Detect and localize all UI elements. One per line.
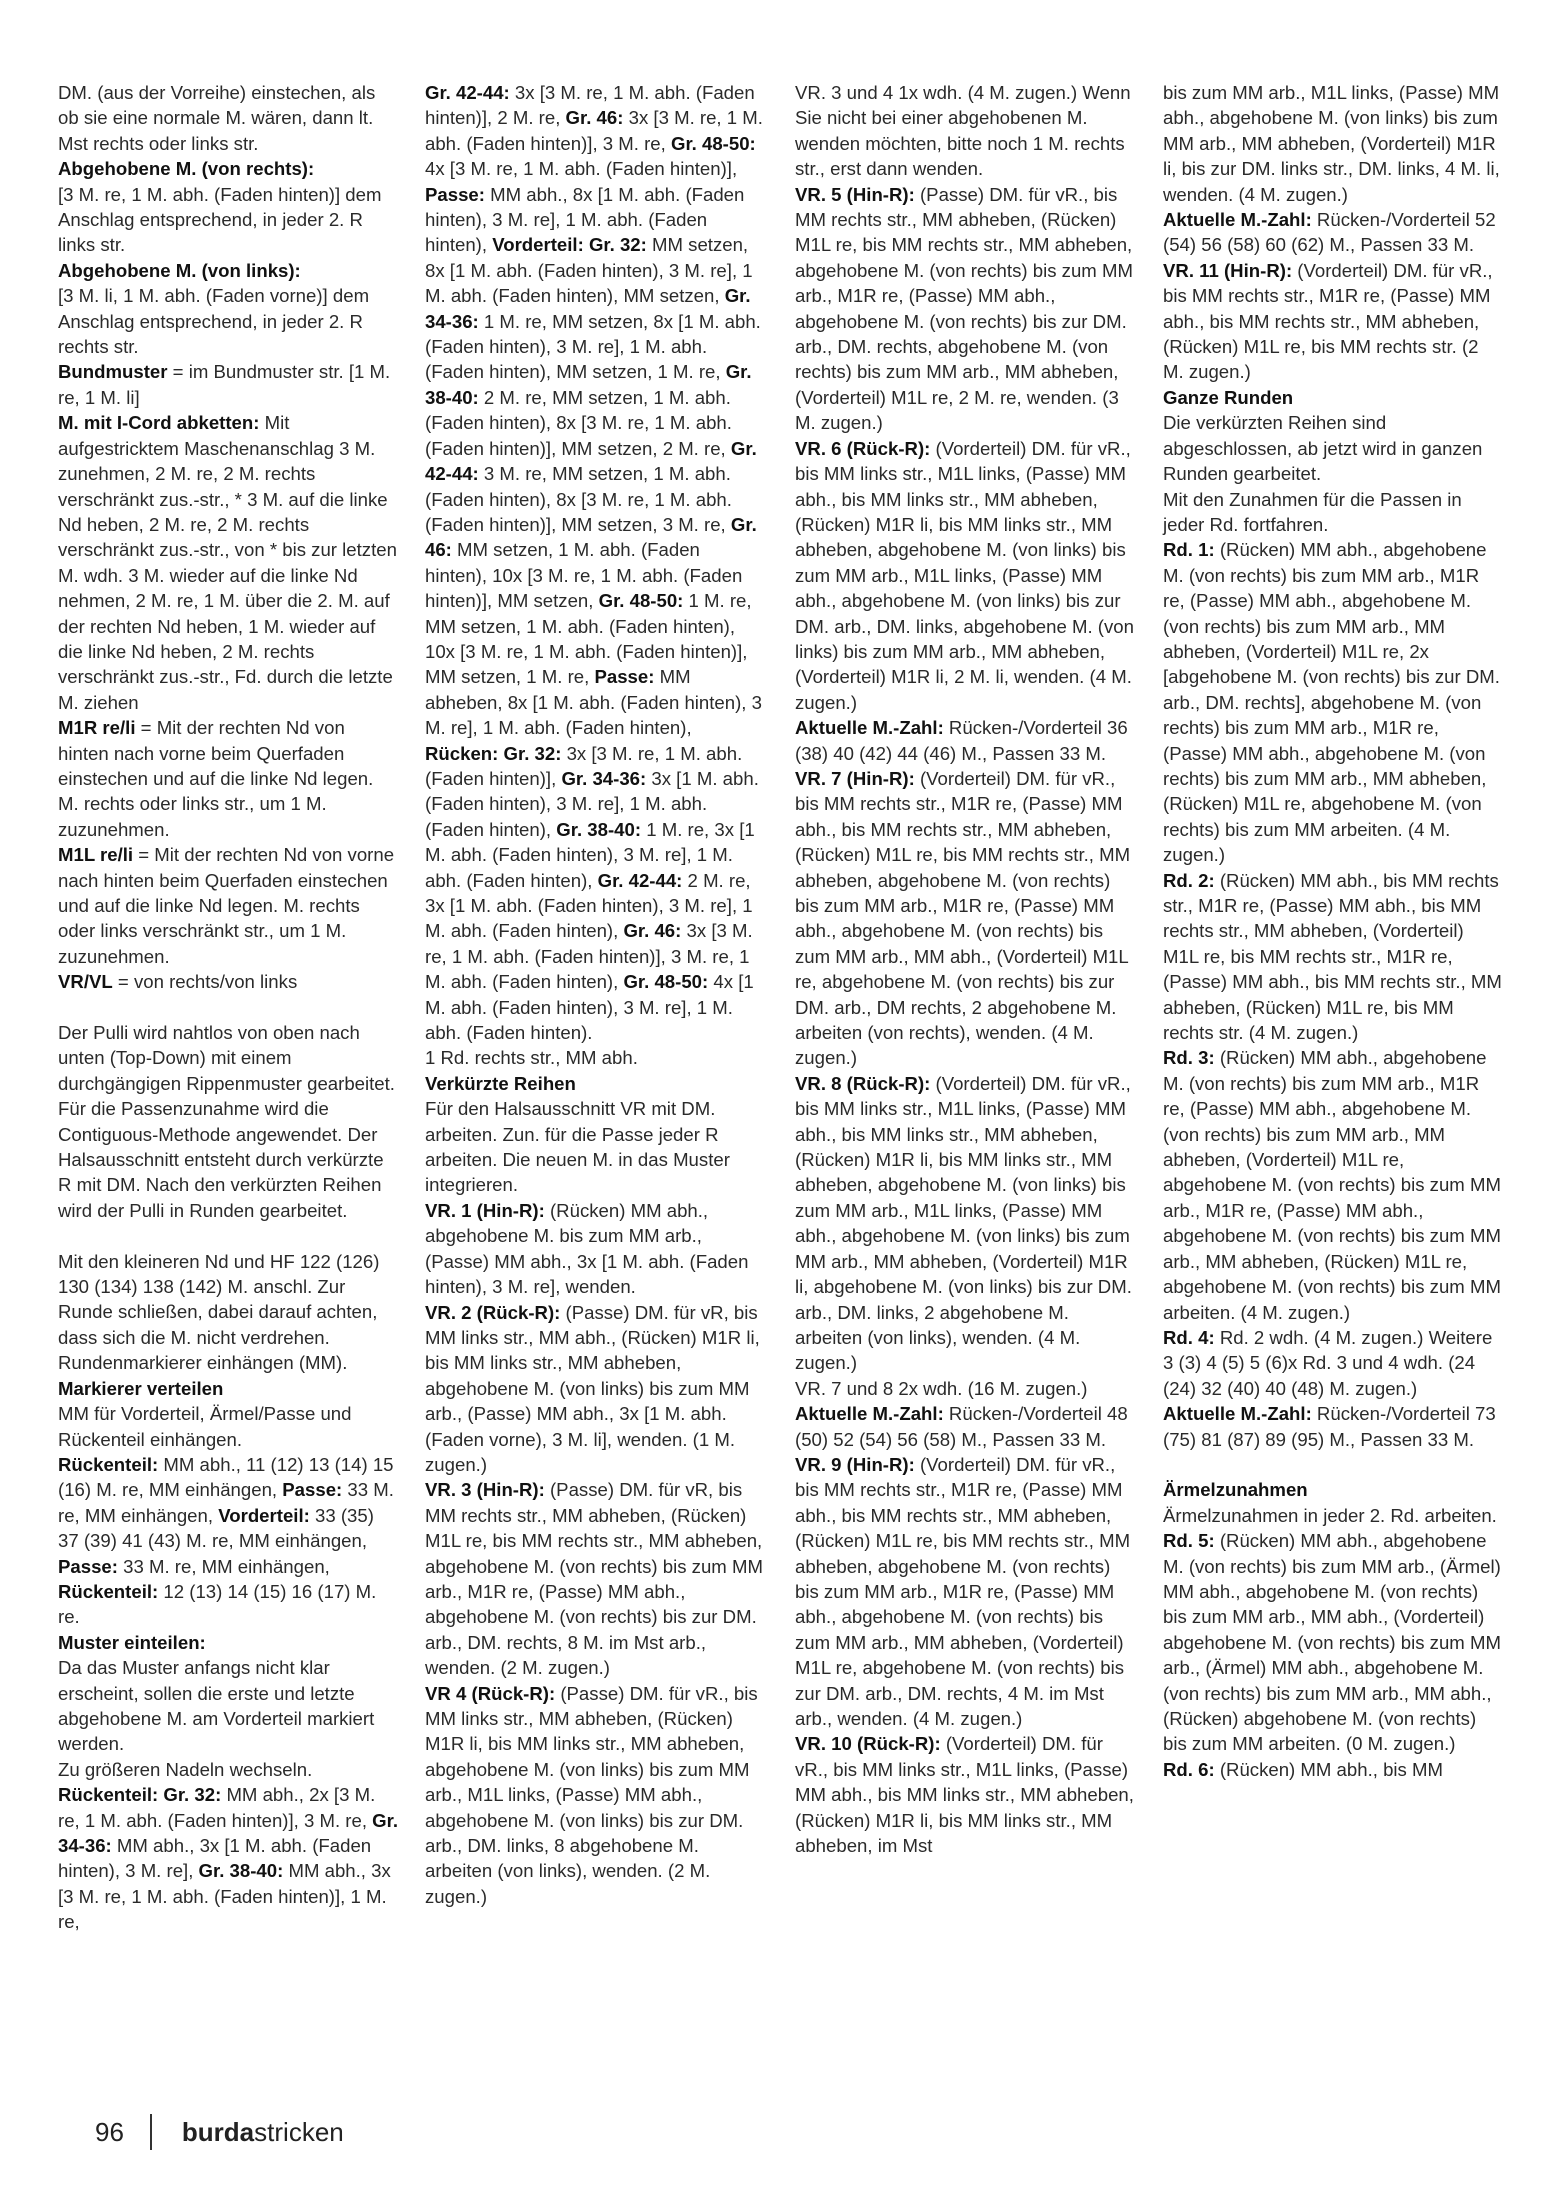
bold-label: Rückenteil: [58,1580,159,1602]
bold-label: Gr. 42-44: [425,437,757,485]
footer-divider [150,2114,152,2150]
text-column-2 [425,80,765,1909]
text-run: VR. 7 und 8 2x wdh. (16 M. zugen.) [795,1377,1088,1399]
paragraph [58,1020,398,1223]
paragraph [58,1249,398,1376]
text-run: 3x [1 M. abh. (Faden hinten), 3 M. re], 1 M. abh. (Faden hinten), [425,767,759,840]
text-run: Die verkürzten Reihen sind abgeschlossen, ab jetzt wird in ganzen Runden gearbeitet. [1163,412,1483,485]
bold-label: Gr. 46: [623,920,682,942]
bold-label: VR. 5 (Hin-R): [795,183,915,205]
paragraph [1163,207,1503,258]
bold-label: Gr. 46: [565,107,624,129]
paragraph [795,436,1135,715]
paragraph [795,766,1135,1071]
text-run: (Vorderteil) DM. für vR., bis MM rechts str., M1R re, (Passe) MM abh., bis MM rechts str., MM abheben, (Rücken) M1L re, bis MM rechts str. (2 M. zugen.) [1163,259,1493,383]
paragraph [1163,487,1503,538]
bold-label: Rückenteil: Gr. 32: [58,1784,222,1806]
bold-label: Rd. 2: [1163,869,1215,891]
text-run: (Rücken) MM abh., abgehobene M. (von rechts) bis zum MM arb., (Ärmel) MM abh., abgehobene M. (von rechts) bis zum MM arb., MM abh., (Vorderteil) abgehobene M. (von rechts) bis zum MM arb., (Ärmel) MM abh., abgehobene M. (von rechts) bis zum MM arb., MM abh., (Rücken) abgehobene M. (von rechts) bis zum MM arbeiten. (0 M. zugen.) [1163,1530,1501,1755]
text-run: bis zum MM arb., M1L links, (Passe) MM abh., abgehobene M. (von links) bis zum MM arb., MM abheben, (Vorderteil) M1R li, bis zur DM. links str., DM. links, 4 M. li, wenden. (4 M. zugen.) [1163,82,1500,205]
page-number: 96 [95,2116,124,2147]
paragraph [1163,868,1503,1046]
text-column-1 [58,80,398,1935]
bold-label: VR/VL [58,971,113,993]
text-run: (Vorderteil) DM. für vR., bis MM rechts str., M1R re, (Passe) MM abh., bis MM rechts str., MM abheben, (Rücken) M1L re, bis MM rechts str., MM abheben, abgehobene M. (von rechts) bis zum MM arb., M1R re, (Passe) MM abh., abgehobene M. (von rechts) bis zum MM arb., MM abheben, (Vorderteil) M1L re, abgehobene M. (von rechts) bis zur DM. arb., DM. rechts, 4 M. im Mst arb., wenden. (4 M. zugen.) [795,1453,1131,1729]
bold-label: Passe: [282,1479,343,1501]
text-run: 2 M. re, 3x [1 M. abh. (Faden hinten), 3 M. re], 1 M. abh. (Faden hinten), [425,869,753,942]
text-run: 1 Rd. rechts str., MM abh. [425,1047,638,1069]
bold-label: VR. 8 (Rück-R): [795,1072,931,1094]
paragraph [58,1655,398,1757]
bold-label: Muster einteilen: [58,1631,206,1653]
paragraph [58,1630,398,1655]
paragraph [795,1071,1135,1376]
paragraph [58,283,398,359]
bold-label: Rd. 3: [1163,1047,1215,1069]
text-run: 2 M. re, MM setzen, 1 M. abh. (Faden hinten), 8x [3 M. re, 1 M. abh. (Faden hinten)], MM setzen, 2 M. re, [425,386,732,459]
text-run: Mit den Zunahmen für die Passen in jeder Rd. fortfahren. [1163,488,1462,535]
paragraph [58,80,398,156]
bold-label: Gr. 38-40: [556,818,642,840]
bold-label: VR. 11 (Hin-R): [1163,259,1293,281]
paragraph [1163,410,1503,486]
text-run: Zu größeren Nadeln wechseln. [58,1758,313,1780]
bold-label: VR. 2 (Rück-R): [425,1301,561,1323]
bold-label: Gr. 46: [425,513,757,561]
bold-label: Gr. 48-50: [623,971,709,993]
text-run: DM. (aus der Vorreihe) einstechen, als ob sie eine normale M. wären, dann lt. Mst rechts oder links str. [58,82,376,154]
text-run: MM abh., 11 (12) 13 (14) 15 (16) M. re, MM einhängen, [58,1453,394,1501]
text-run: (Passe) DM. für vR, bis MM links str., MM abh., (Rücken) M1R li, bis MM links str., MM abheben, abgehobene M. (von links) bis zum MM arb., (Passe) MM abh., 3x [1 M. abh. (Faden vorne), 3 M. li], wenden. (1 M. zugen.) [425,1301,760,1475]
text-column-4 [1163,80,1503,1782]
bold-label: VR. 7 (Hin-R): [795,767,915,789]
bold-label: Passe: [58,1555,118,1577]
text-run: 1 M. re, 3x [1 M. abh. (Faden hinten), 3 M. re], 1 M. abh. (Faden hinten), [425,818,755,891]
paragraph [795,1376,1135,1401]
text-run: Rd. 2 wdh. (4 M. zugen.) Weitere 3 (3) 4 (5) 5 (6)x Rd. 3 und 4 wdh. (24 (24) 32 (40) 40 (48) M. zugen.) [1163,1326,1493,1399]
paragraph [58,1401,398,1452]
bold-label: Rd. 6: [1163,1758,1215,1780]
bold-label: Rd. 1: [1163,539,1215,561]
text-run: = Mit der rechten Nd von vorne nach hinten beim Querfaden einstechen und auf die linke Nd legen. M. rechts oder links verschränkt str., um 1 M. zuzunehmen. [58,844,395,967]
paragraph [425,1300,765,1478]
text-run: 33 (35) 37 (39) 41 (43) M. re, MM einhängen, [58,1504,374,1552]
paragraph [1163,80,1503,207]
bold-label: Vorderteil: Gr. 32: [492,234,647,256]
paragraph [58,156,398,181]
paragraph [425,1071,765,1096]
paragraph [1163,537,1503,867]
paragraph [1163,1325,1503,1401]
text-run: MM für Vorderteil, Ärmel/Passe und Rückenteil einhängen. [58,1403,352,1450]
text-run: (Rücken) MM abh., abgehobene M. (von rechts) bis zum MM arb., M1R re, (Passe) MM abh., abgehobene M. (von rechts) bis zum MM arb., MM abheben, (Vorderteil) M1L re, 2x [abgehobene M. (von rechts) bis zur DM. arb., DM. rechts], abgehobene M. (von rechts) bis zum MM arb., M1R re, (Passe) MM abh., abgehobene M. (von rechts) bis zum MM arb., MM abheben, (Rücken) M1L re, abgehobene M. (von rechts) bis zum MM arbeiten. (4 M. zugen.) [1163,539,1500,866]
text-run: Rücken-/Vorderteil 36 (38) 40 (42) 44 (46) M., Passen 33 M. [795,717,1128,764]
paragraph [1163,1401,1503,1452]
paragraph [58,969,398,994]
bold-label: Verkürzte Reihen [425,1072,576,1094]
paragraph [425,1045,765,1070]
text-run: (Passe) DM. für vR., bis MM links str., MM abheben, (Rücken) M1R li, bis MM links str., MM abheben, abgehobene M. (von links) bis zum MM arb., M1L links, (Passe) MM abh., abgehobene M. (von links) bis zur DM. arb., DM. links, 8 abgehobene M. arbeiten (von links), wenden. (2 M. zugen.) [425,1682,758,1907]
bold-label: Passe: [594,666,655,688]
brand-name-bold: burda [181,2116,255,2147]
bold-label: Rd. 4: [1163,1326,1215,1348]
text-run: Für den Halsausschnitt VR mit DM. arbeiten. Zun. für die Passe jeder R arbeiten. Die neuen M. in das Muster integrieren. [425,1098,730,1196]
bold-label: Bundmuster [58,361,168,383]
paragraph [1163,1528,1503,1757]
bold-label: Ärmelzunahmen [1163,1479,1308,1501]
text-run: 4x [3 M. re, 1 M. abh. (Faden hinten)], [425,158,738,180]
paragraph [425,1198,765,1300]
text-run: (Vorderteil) DM. für vR., bis MM rechts str., M1R re, (Passe) MM abh., bis MM rechts str., MM abheben, (Rücken) M1L re, bis MM rechts str., MM abheben, abgehobene M. (von rechts) bis zum MM arb., M1R re, (Passe) MM abh., abgehobene M. (von rechts) bis zum MM arb., MM abh., (Vorderteil) M1L re, abgehobene M. (von rechts) bis zur DM. arb., DM rechts, 2 abgehobene M. arbeiten (von rechts), wenden. (4 M. zugen.) [795,767,1131,1069]
text-run: 3x [3 M. re, 1 M. abh. (Faden hinten)], 2 M. re, [425,82,755,129]
text-run: (Vorderteil) DM. für vR., bis MM links str., M1L links, (Passe) MM abh., bis MM links str., MM abheben, (Rücken) M1R li, bis MM links str., MM abheben, abgehobene M. (von links) bis zum MM arb., M1L links, (Passe) MM abh., abgehobene M. (von links) bis zum MM arb., MM abheben, (Vorderteil) M1R li, abgehobene M. (von links) bis zur DM. arb., DM. links, 2 abgehobene M. arbeiten (von links), wenden. (4 M. zugen.) [795,1072,1132,1374]
bold-label: VR. 3 (Hin-R): [425,1479,545,1501]
bold-label: Passe: [425,183,485,205]
text-run: 1 M. re, MM setzen, 8x [1 M. abh. (Faden hinten), 3 M. re], 1 M. abh. (Faden hinten), MM setzen, 1 M. re, [425,310,761,383]
text-run: VR. 3 und 4 1x wdh. (4 M. zugen.) Wenn Sie nicht bei einer abgehobenen M. wenden möchten, bitte noch 1 M. rechts str., erst dann wenden. [795,82,1131,180]
bold-label: Aktuelle M.-Zahl: [1163,209,1312,231]
text-run: MM setzen, 8x [1 M. abh. (Faden hinten), 3 M. re], 1 M. abh. (Faden hinten), MM setzen, [425,234,753,307]
page-footer [95,2112,344,2152]
paragraph [58,1757,398,1782]
bold-label: VR. 10 (Rück-R): [795,1733,941,1755]
bold-label: Rd. 5: [1163,1530,1215,1552]
text-run: Mit aufgestricktem Maschenanschlag 3 M. zunehmen, 2 M. re, 2 M. rechts verschränkt zus.-str., * 3 M. auf die linke Nd heben, 2 M. re, 2 M. rechts verschränkt zus.-str., von * bis zur letzten M. wdh. 3 M. wieder auf die linke Nd nehmen, 2 M. re, 1 M. über die 2. M. auf der rechten Nd heben, 1 M. wieder auf die linke Nd heben, 2 M. rechts verschränkt zus.-str., Fd. durch die letzte M. ziehen [58,412,397,713]
text-run: Rücken-/Vorderteil 52 (54) 56 (58) 60 (62) M., Passen 33 M. [1163,209,1496,256]
text-run: (Rücken) MM abh., abgehobene M. (von rechts) bis zum MM arb., M1R re, (Passe) MM abh., abgehobene M. (von rechts) bis zum MM arb., MM abheben, (Vorderteil) M1L re, abgehobene M. (von rechts) bis zum MM arb., M1R re, (Passe) MM abh., abgehobene M. (von rechts) bis zum MM arb., MM abheben, (Rücken) M1L re, abgehobene M. (von rechts) bis zum MM arbeiten. (4 M. zugen.) [1163,1047,1501,1323]
text-run: MM abh., 2x [3 M. re, 1 M. abh. (Faden hinten)], 3 M. re, [58,1784,376,1831]
text-run: MM setzen, 1 M. abh. (Faden hinten), 10x [3 M. re, 1 M. abh. (Faden hinten)], MM setzen, [425,539,743,612]
paragraph [425,80,765,1045]
paragraph [795,715,1135,766]
text-run: Ärmelzunahmen in jeder 2. Rd. arbeiten. [1163,1504,1497,1526]
text-run: MM abheben, 8x [1 M. abh. (Faden hinten), 3 M. re], 1 M. abh. (Faden hinten), [425,666,762,739]
bold-label: Aktuelle M.-Zahl: [1163,1403,1312,1425]
text-run: (Vorderteil) DM. für vR., bis MM links str., M1L links, (Passe) MM abh., bis MM links str., MM abheben, (Rücken) M1R li, bis MM links str., MM abheben, abgehobene M. (von links) bis zum MM arb., M1L links, (Passe) MM abh., abgehobene M. (von links) bis zur DM. arb., DM. links, abgehobene M. (von links) bis zum MM arb., MM abheben, (Vorderteil) M1R li, 2 M. li, wenden. (4 M. zugen.) [795,437,1134,713]
paragraph [58,1376,398,1401]
text-run: (Passe) DM. für vR., bis MM rechts str., MM abheben, (Rücken) M1L re, bis MM rechts str., MM abheben, abgehobene M. (von rechts) bis zum MM arb., M1R re, (Passe) MM abh., abgehobene M. (von rechts) bis zur DM. arb., DM. rechts, abgehobene M. (von rechts) bis zum MM arb., MM abheben, (Vorderteil) M1L re, 2 M. re, wenden. (3 M. zugen.) [795,183,1133,434]
text-run: 33 M. re, MM einhängen, [58,1479,394,1526]
text-run: MM abh., 8x [1 M. abh. (Faden hinten), 3 M. re], 1 M. abh. (Faden hinten), [425,183,745,256]
paragraph [1163,385,1503,410]
text-column-3 [795,80,1135,1858]
paragraph [58,182,398,258]
bold-label: Gr. 38-40: [198,1860,284,1882]
bold-label: Ganze Runden [1163,386,1294,408]
paragraph [795,1731,1135,1858]
paragraph [1163,1757,1503,1782]
bold-label: Gr. 34-36: [425,285,751,332]
bold-label: Gr. 42-44: [425,82,510,103]
text-run: = Mit der rechten Nd von hinten nach vorne beim Querfaden einstechen und auf die linke Nd legen. M. rechts oder links str., um 1 M. zuzunehmen. [58,717,374,840]
paragraph [795,1452,1135,1731]
paragraph [425,1681,765,1910]
magazine-brand [182,2117,344,2148]
paragraph [795,80,1135,182]
text-run: (Vorderteil) DM. für vR., bis MM links str., M1L links, (Passe) MM abh., bis MM links str., MM abheben, (Rücken) M1R li, bis MM links str., MM abheben, im Mst [795,1733,1134,1857]
bold-label: Rücken: Gr. 32: [425,742,562,764]
paragraph [1163,258,1503,385]
bold-label: Gr. 42-44: [597,869,683,891]
paragraph [1163,1045,1503,1324]
text-run: [3 M. re, 1 M. abh. (Faden hinten)] dem Anschlag entsprechend, in jeder 2. R links str. [58,183,382,256]
bold-label: M. mit I-Cord abketten: [58,412,260,434]
text-run: Mit den kleineren Nd und HF 122 (126) 130 (134) 138 (142) M. anschl. Zur Runde schließen, dabei darauf achten, dass sich die M. nicht verdrehen. Rundenmarkierer einhängen (MM). [58,1250,380,1374]
bold-label: Abgehobene M. (von links): [58,259,301,281]
bold-label: VR. 1 (Hin-R): [425,1199,545,1221]
bold-label: VR 4 (Rück-R): [425,1682,556,1704]
paragraph [425,1477,765,1680]
brand-name-regular: stricken [254,2116,344,2147]
bold-label: VR. 9 (Hin-R): [795,1453,915,1475]
bold-label: Aktuelle M.-Zahl: [795,717,944,739]
bold-label: Abgehobene M. (von rechts): [58,158,315,180]
paragraph [58,1452,398,1630]
paragraph [58,1782,398,1934]
bold-label: Gr. 48-50: [598,590,684,612]
bold-label: Aktuelle M.-Zahl: [795,1403,944,1425]
paragraph [58,842,398,969]
text-run: 3 M. re, MM setzen, 1 M. abh. (Faden hinten), 8x [3 M. re, 1 M. abh. (Faden hinten)], MM setzen, 3 M. re, [425,463,732,535]
text-run: 12 (13) 14 (15) 16 (17) M. re. [58,1580,377,1628]
bold-label: Gr. 38-40: [425,361,752,408]
bold-label: Gr. 34-36: [58,1809,399,1856]
paragraph [1163,1477,1503,1502]
bold-label: Vorderteil: [218,1504,310,1526]
text-run: Rücken-/Vorderteil 73 (75) 81 (87) 89 (95) M., Passen 33 M. [1163,1403,1496,1450]
text-run: [3 M. li, 1 M. abh. (Faden vorne)] dem Anschlag entsprechend, in jeder 2. R rechts str. [58,285,370,358]
text-run: Rücken-/Vorderteil 48 (50) 52 (54) 56 (58) M., Passen 33 M. [795,1403,1128,1450]
bold-label: M1L re/li [58,844,134,866]
paragraph [58,410,398,715]
bold-label: Markierer verteilen [58,1377,224,1399]
bold-label: Rückenteil: [58,1453,159,1475]
text-run: 3x [3 M. re, 1 M. abh. (Faden hinten)], 3 M. re, [425,107,763,154]
text-run: (Passe) DM. für vR, bis MM rechts str., MM abheben, (Rücken) M1L re, bis MM rechts str., MM abheben, abgehobene M. (von rechts) bis zum MM arb., M1R re, (Passe) MM abh., abgehobene M. (von rechts) bis zur DM. arb., DM. rechts, 8 M. im Mst arb., wenden. (2 M. zugen.) [425,1479,763,1679]
text-run: = im Bundmuster str. [1 M. re, 1 M. li] [58,361,391,408]
text-run: 4x [1 M. abh. (Faden hinten), 3 M. re], 1 M. abh. (Faden hinten). [425,971,754,1044]
text-run: 3x [3 M. re, 1 M. abh. (Faden hinten)], [425,742,743,789]
text-run: 1 M. re, MM setzen, 1 M. abh. (Faden hinten), 10x [3 M. re, 1 M. abh. (Faden hinten)], MM setzen, 1 M. re, [425,590,752,688]
bold-label: VR. 6 (Rück-R): [795,437,931,459]
text-run: Der Pulli wird nahtlos von oben nach unten (Top-Down) mit einem durchgängigen Rippenmuster gearbeitet. Für die Passenzunahme wird die Contiguous-Methode angewendet. Der Halsausschnitt entsteht durch verkürzte R mit DM. Nach den verkürzten Reihen wird der Pulli in Runden gearbeitet. [58,1022,395,1221]
paragraph [1163,1503,1503,1528]
paragraph [425,1096,765,1198]
paragraph [795,1401,1135,1452]
text-run: 3x [3 M. re, 1 M. abh. (Faden hinten)], 3 M. re, 1 M. abh. (Faden hinten), [425,920,753,993]
paragraph [58,715,398,842]
bold-label: M1R re/li [58,717,136,739]
text-run: 33 M. re, MM einhängen, [117,1555,330,1577]
text-run: Da das Muster anfangs nicht klar erscheint, sollen die erste und letzte abgehobene M. am Vorderteil markiert werden. [58,1657,375,1755]
text-run: MM abh., 3x [1 M. abh. (Faden hinten), 3 M. re], [58,1835,372,1882]
paragraph [58,258,398,283]
text-run: = von rechts/von links [112,971,298,993]
text-run: (Rücken) MM abh., bis MM [1214,1758,1443,1780]
text-run: (Rücken) MM abh., abgehobene M. bis zum MM arb., (Passe) MM abh., 3x [1 M. abh. (Faden hinten), 3 M. re], wenden. [425,1199,749,1298]
bold-label: Gr. 34-36: [561,767,647,789]
paragraph [795,182,1135,436]
bold-label: Gr. 48-50: [670,132,756,154]
text-run: (Rücken) MM abh., bis MM rechts str., M1R re, (Passe) MM abh., bis MM rechts str., MM abheben, (Vorderteil) M1L re, bis MM rechts str., M1R re, (Passe) MM abh., bis MM rechts str., MM abheben, (Rücken) M1L re, bis MM rechts str. (4 M. zugen.) [1163,869,1502,1044]
paragraph [58,359,398,410]
text-run: MM abh., 3x [3 M. re, 1 M. abh. (Faden hinten)], 1 M. re, [58,1860,391,1933]
